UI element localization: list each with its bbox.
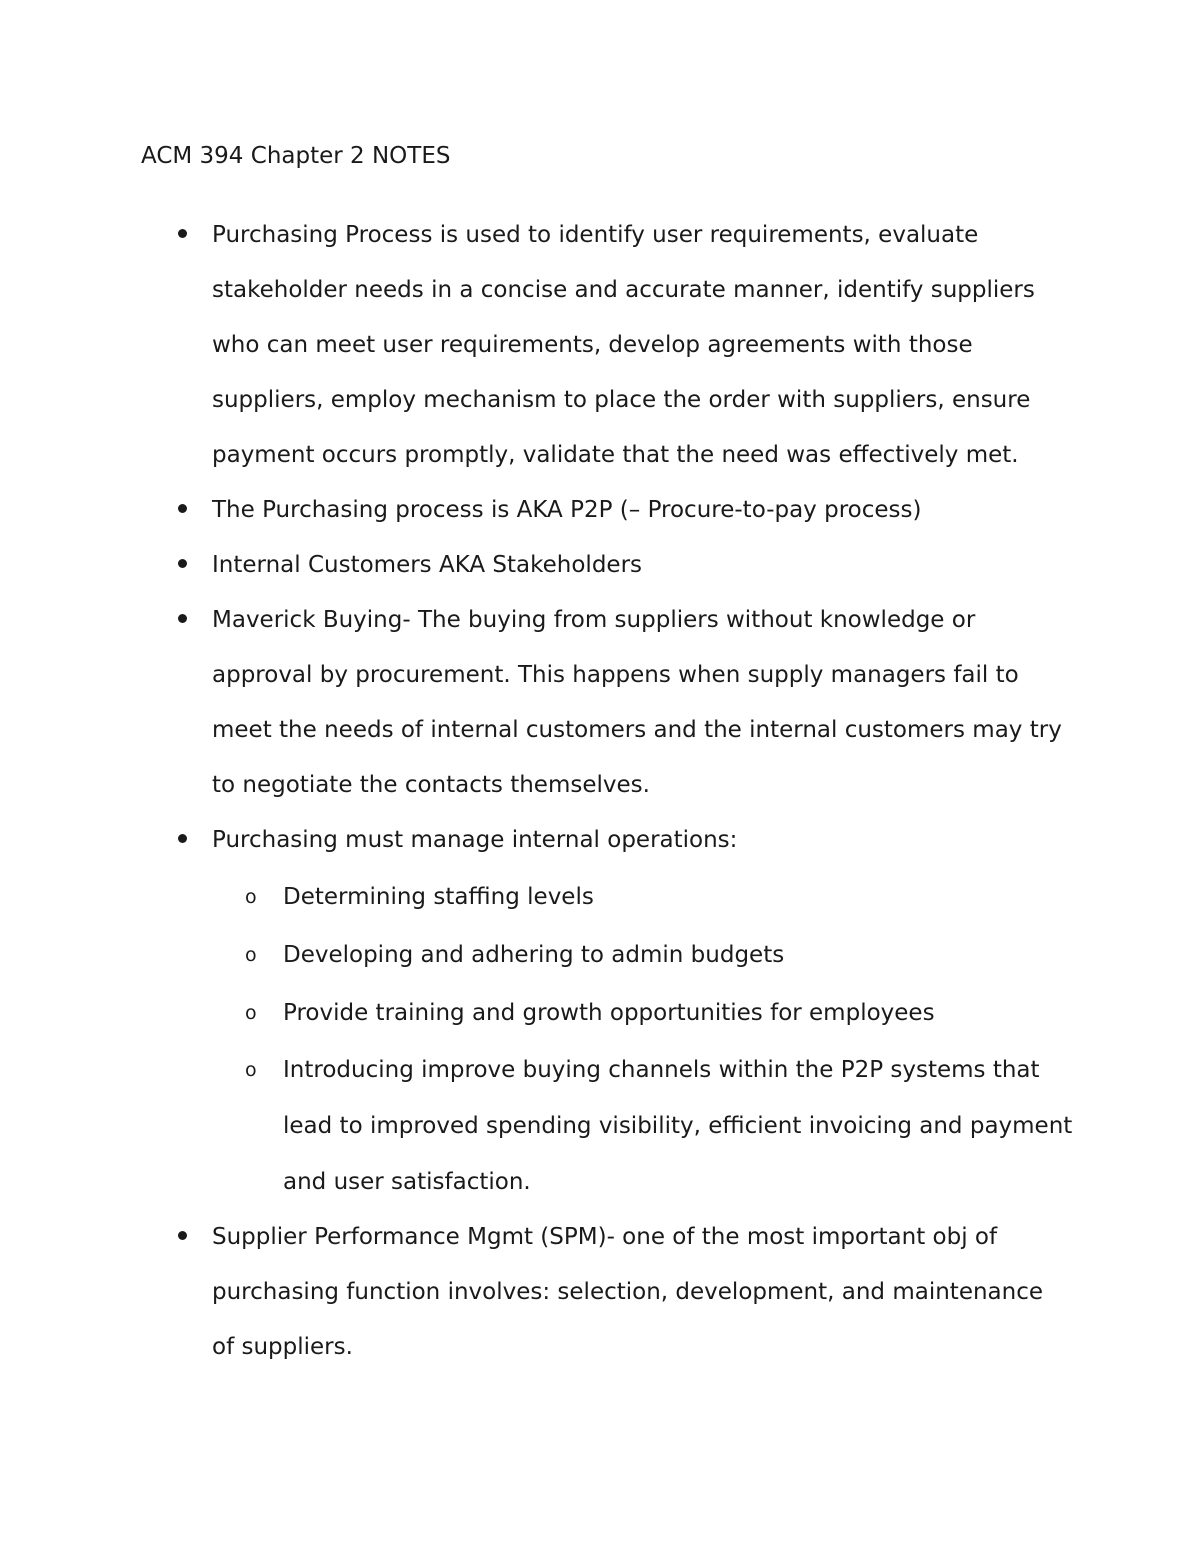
- list-item-text: Maverick Buying- The buying from suppliers without knowledge or approval by procurement. This happens when supply managers fail to meet the needs of internal customers and the internal customers may try to negotiate the contacts themselves.: [212, 607, 1062, 798]
- bullet-icon: [176, 538, 188, 593]
- list-item: [0, 538, 1072, 593]
- bullet-icon: [176, 483, 188, 538]
- list-item-text: Supplier Performance Mgmt (SPM)- one of the most important obj of purchasing function involves: selection, development, and maintenance of suppliers.: [212, 1224, 1044, 1360]
- list-item-text: Purchasing Process is used to identify user requirements, evaluate stakeholder needs in a concise and accurate manner, identify suppliers who can meet user requirements, develop agreements with those suppliers, employ mechanism to place the order with suppliers, ensure payment occurs promptly, validate that the need was effectively met.: [212, 222, 1035, 468]
- sub-list-item: [212, 868, 1073, 926]
- circle-bullet-icon: o: [245, 1002, 257, 1024]
- list-item-text: Internal Customers AKA Stakeholders: [212, 552, 643, 578]
- circle-bullet-icon: o: [245, 886, 257, 908]
- sub-list-item: [212, 926, 1073, 984]
- sub-list-item-text: Provide training and growth opportunities for employees: [283, 1000, 935, 1026]
- bullet-icon: [176, 813, 188, 868]
- sub-list-item: [212, 1042, 1073, 1210]
- list-item: [0, 593, 1072, 813]
- sub-list-item-text: Determining staffing levels: [283, 884, 594, 910]
- bullet-icon: [176, 593, 188, 648]
- bullet-icon: [176, 1210, 188, 1265]
- circle-bullet-icon: o: [245, 1059, 257, 1081]
- list-item-text: Purchasing must manage internal operations:: [212, 827, 738, 853]
- bullet-icon: [176, 208, 188, 263]
- sub-list-item-text: Developing and adhering to admin budgets: [283, 942, 785, 968]
- sub-list-item-text: Introducing improve buying channels within the P2P systems that lead to improved spending visibility, efficient invoicing and payment and user satisfaction.: [283, 1057, 1073, 1195]
- list-item-text: The Purchasing process is AKA P2P (– Procure-to-pay process): [212, 497, 922, 523]
- sub-list-item: [212, 984, 1073, 1042]
- sub-list: [212, 868, 1072, 1210]
- list-item: [0, 1210, 1072, 1375]
- list-item: [0, 483, 1072, 538]
- notes-list: [0, 208, 1200, 1375]
- page-title: ACM 394 Chapter 2 NOTES: [141, 143, 451, 169]
- list-item: [0, 813, 1072, 1210]
- list-item: [0, 208, 1072, 483]
- circle-bullet-icon: o: [245, 944, 257, 966]
